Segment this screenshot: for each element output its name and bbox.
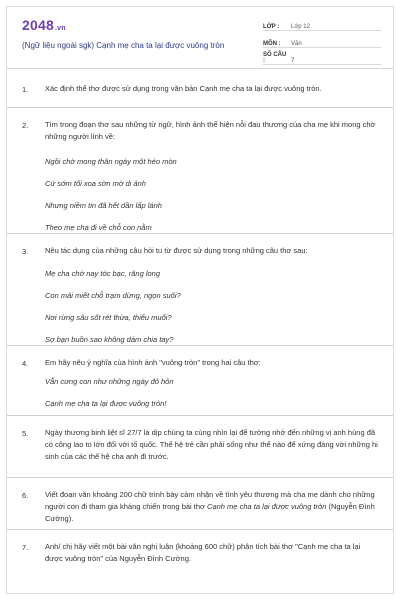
question-text: Xác định thể thơ được sử dụng trong văn bản Cạnh mẹ cha ta lại được vuông tròn. [45, 84, 322, 93]
divider [7, 415, 393, 416]
logo-text: 2048 [22, 17, 54, 33]
question-text: Nêu tác dụng của những câu hỏi tu từ được sử dụng trong những câu thơ sau: [45, 246, 308, 255]
meta-value: Lớp 12 [291, 24, 310, 30]
meta-info [263, 17, 381, 65]
divider [7, 345, 393, 346]
question-text-part: (Nguyễn Đình Cường). [45, 502, 375, 523]
worksheet-header [7, 7, 393, 69]
divider [7, 107, 393, 108]
verse-line: Cạnh mẹ cha ta lại được vuông tròn! [45, 399, 167, 408]
verse-line: Vẫn cưng con như những ngày đỏ hỏn [45, 377, 174, 386]
question-text: Tìm trong đoạn thơ sau những từ ngữ, hình ảnh thể hiện nỗi đau thương của cha mẹ khi mong chờ những người lính về: [45, 120, 376, 141]
divider [7, 477, 393, 478]
question-number: 7. [22, 543, 29, 552]
verse-line: Con mải miết chỗ trạm dừng, ngọn suối? [45, 291, 181, 300]
document-title: (Ngữ liệu ngoài sgk) Cạnh mẹ cha ta lại được vuông tròn [22, 41, 225, 50]
verse-line: Nơi rừng sâu sốt rét thừa, thiếu muối? [45, 313, 172, 322]
divider [7, 529, 393, 530]
question-text-part: Viết đoạn văn khoảng 200 chữ trình bày cảm nhận về tình yêu thương mà cha mẹ dành cho những người con đi tham gia kháng chiến trong bài thơ [45, 490, 375, 511]
logo-suffix: .vn [54, 25, 66, 32]
divider [7, 233, 393, 234]
meta-label: MÔN : [263, 41, 281, 47]
verse-line: Mẹ cha chờ nay tóc bạc, răng long [45, 269, 161, 278]
verse-line: Theo mẹ cha đi về chỗ con nằm [45, 223, 152, 232]
verse-line: Cứ sớm tối xoa sờn mờ di ảnh [45, 179, 146, 188]
meta-label: SỐ CÂU : [263, 52, 287, 64]
meta-value: 7 [291, 58, 295, 64]
verse-line: Nhưng niềm tin đã hết dần lấp lánh [45, 201, 162, 210]
verse-line: Sợ bạn buồn sao không dám chia tay? [45, 335, 174, 344]
question-number: 2. [22, 121, 29, 130]
worksheet-page [6, 6, 394, 594]
question-text: Anh/ chị hãy viết một bài văn nghị luận (khoảng 600 chữ) phân tích bài thơ "Cạnh mẹ cha ta lại được vuông tròn" của Nguyễn Đình Cường. [45, 542, 361, 563]
question-number: 3. [22, 247, 29, 256]
question-number: 4. [22, 359, 29, 368]
poem-title-italic: Cạnh mẹ cha ta lại được vuông tròn [207, 502, 327, 511]
question-text: Em hãy nêu ý nghĩa của hình ảnh "vuông tròn" trong hai câu thơ: [45, 358, 261, 367]
meta-row-count [263, 51, 381, 65]
question-number: 5. [22, 429, 29, 438]
question-number: 1. [22, 85, 29, 94]
meta-row-subject [263, 34, 381, 48]
question-number: 6. [22, 491, 29, 500]
site-logo[interactable] [22, 17, 66, 33]
meta-label: LỚP : [263, 24, 280, 30]
meta-row-class [263, 17, 381, 31]
question-text: Ngày thương binh liệt sĩ 27/7 là dịp chúng ta cùng nhìn lại để tưởng nhớ đến những vị anh hùng đã có công lao to lớn đối với tổ quốc. Thế hệ trẻ cần phải sống như thế nào để xứng đáng với những hi sinh của các thế hệ cha anh đi trước. [45, 428, 378, 461]
verse-line: Ngồi chờ mong thân ngày một héo mòn [45, 157, 177, 166]
question-text [45, 489, 379, 525]
meta-value: Văn [291, 41, 302, 47]
